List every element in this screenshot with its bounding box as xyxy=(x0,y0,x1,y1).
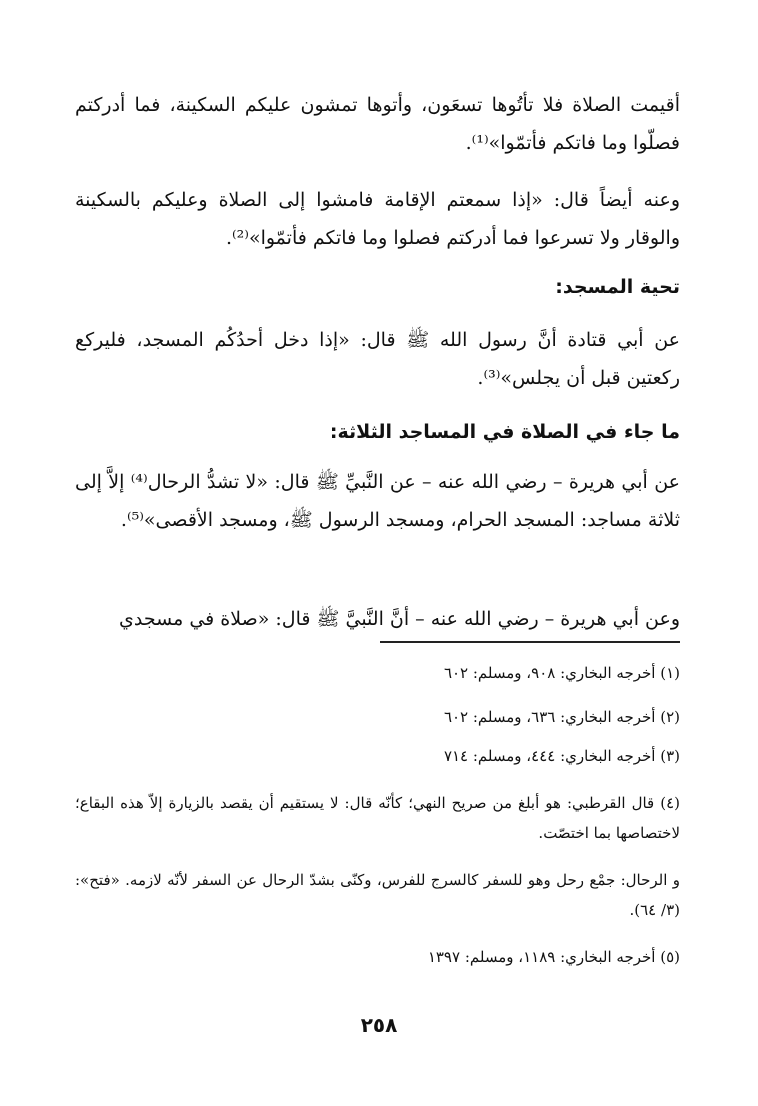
paragraph-abu-qatadah-hadith: عن أبي قتادة أنَّ رسول الله ﷺ قال: «إذا دخل أحدُكُم المسجد، فليركع ركعتين قبل أن يجلس»⁽³⁾. xyxy=(75,329,680,389)
paragraph-hadith-sakinah-end: أقيمت الصلاة فلا تأتُوها تسعَون، وأتوها تمشون عليكم السكينة، فما أدركتم فصلّوا وما فاتكم فأتمّوا»⁽¹⁾. xyxy=(75,94,680,154)
heading-three-mosques: ما جاء في الصلاة في المساجد الثلاثة: xyxy=(329,421,680,443)
paragraph-iqamah-hadith: وعنه أيضاً قال: «إذا سمعتم الإقامة فامشوا إلى الصلاة وعليكم بالسكينة والوقار ولا تسرعوا فما أدركتم فصلوا وما فاتكم فأتمّوا»⁽²⁾. xyxy=(75,189,680,249)
footnote-separator xyxy=(380,641,680,643)
paragraph-salah-fi-masjidi: وعن أبي هريرة – رضي الله عنه – أنَّ النَّبيَّ ﷺ قال: «صلاة في مسجدي xyxy=(119,608,680,630)
footnote-3: (٣) أخرجه البخاري: ٤٤٤، ومسلم: ٧١٤ xyxy=(443,747,680,765)
footnote-1: (١) أخرجه البخاري: ٩٠٨، ومسلم: ٦٠٢ xyxy=(443,664,680,682)
page-number: ٢٥٨ xyxy=(360,1013,398,1037)
footnote-4-continuation: و الرحال: جمْع رحل وهو للسفر كالسرج للفرس، وكنّى بشدّ الرحال عن السفر لأنّه لازمه. «فتح»: (٣/ ٦٤). xyxy=(75,871,680,919)
footnote-4: (٤) قال القرطبي: هو أبلغ من صريح النهي؛ كأنّه قال: لا يستقيم أن يقصد بالزيارة إلاّ هذه البقاع؛ لاختصاصها بما اختصّت. xyxy=(75,794,680,842)
footnote-2: (٢) أخرجه البخاري: ٦٣٦، ومسلم: ٦٠٢ xyxy=(443,708,680,726)
footnote-5: (٥) أخرجه البخاري: ١١٨٩، ومسلم: ١٣٩٧ xyxy=(427,948,680,966)
heading-tahiyyat-al-masjid: تحية المسجد: xyxy=(555,276,680,298)
paragraph-shadd-al-rihal-hadith: عن أبي هريرة – رضي الله عنه – عن النَّبيِّ ﷺ قال: «لا تشدُّ الرحال⁽⁴⁾ إلاَّ إلى ثلاثة مساجد: المسجد الحرام، ومسجد الرسول ﷺ، ومسجد الأقصى»⁽⁵⁾. xyxy=(75,471,680,531)
